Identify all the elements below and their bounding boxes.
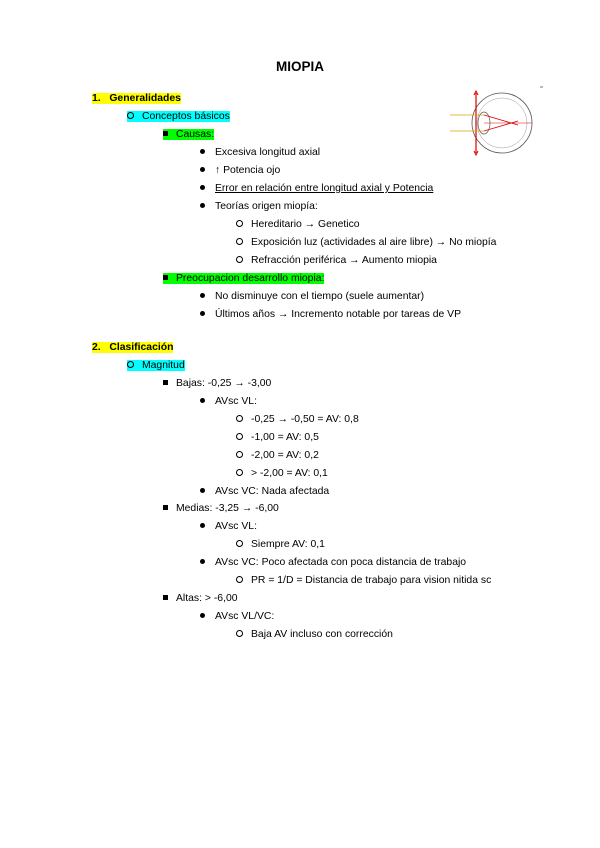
disc-bullet-icon bbox=[200, 293, 205, 298]
hollow-bullet-icon bbox=[236, 415, 243, 422]
list-item: Bajas: -0,25 → -3,00 bbox=[163, 377, 271, 390]
disc-bullet-icon bbox=[200, 149, 205, 154]
list-item: Refracción periférica → Aumento miopia bbox=[236, 254, 437, 267]
square-bullet-icon bbox=[163, 595, 168, 600]
list-item: -0,25 → -0,50 = AV: 0,8 bbox=[236, 413, 359, 426]
list-item: AVsc VL: bbox=[200, 395, 257, 408]
list-item: ↑ Potencia ojo bbox=[200, 164, 280, 177]
list-item: -2,00 = AV: 0,2 bbox=[236, 449, 319, 462]
list-item: Excesiva longitud axial bbox=[200, 146, 320, 159]
list-item: PR = 1/D = Distancia de trabajo para vision nitida sc bbox=[236, 574, 491, 587]
hollow-bullet-icon bbox=[127, 112, 134, 119]
disc-bullet-icon bbox=[200, 185, 205, 190]
list-item: No disminuye con el tiempo (suele aumentar) bbox=[200, 290, 424, 303]
list-item: Causas: bbox=[163, 128, 214, 141]
square-bullet-icon bbox=[163, 505, 168, 510]
list-item: Medias: -3,25 → -6,00 bbox=[163, 502, 279, 515]
section-number: 2. bbox=[92, 342, 101, 353]
hollow-bullet-icon bbox=[127, 361, 134, 368]
list-item: Últimos años → Incremento notable por tareas de VP bbox=[200, 308, 461, 321]
list-item: Conceptos básicos bbox=[127, 110, 230, 123]
hollow-bullet-icon bbox=[236, 256, 243, 263]
list-item: Magnitud bbox=[127, 359, 185, 372]
hollow-bullet-icon bbox=[236, 630, 243, 637]
section-number: 1. bbox=[92, 93, 101, 104]
hollow-bullet-icon bbox=[236, 220, 243, 227]
list-item: Siempre AV: 0,1 bbox=[236, 538, 325, 551]
square-bullet-icon bbox=[163, 380, 168, 385]
square-bullet-icon bbox=[163, 131, 168, 136]
hollow-bullet-icon bbox=[236, 469, 243, 476]
hollow-bullet-icon bbox=[236, 433, 243, 440]
page-title: MIOPIA bbox=[275, 59, 324, 74]
list-item: AVsc VL/VC: bbox=[200, 610, 274, 623]
section-title: Clasificación bbox=[109, 342, 174, 353]
square-bullet-icon bbox=[163, 275, 168, 280]
section-title: Generalidades bbox=[109, 93, 181, 104]
myopic-eye-diagram-icon bbox=[450, 85, 545, 160]
disc-bullet-icon bbox=[200, 559, 205, 564]
disc-bullet-icon bbox=[200, 488, 205, 493]
list-item: Exposición luz (actividades al aire libre) → No miopía bbox=[236, 236, 496, 249]
list-item: Error en relación entre longitud axial y Potencia bbox=[200, 182, 433, 195]
list-item: AVsc VC: Poco afectada con poca distancia de trabajo bbox=[200, 556, 466, 569]
section-2-heading bbox=[92, 341, 173, 354]
list-item: Baja AV incluso con corrección bbox=[236, 628, 393, 641]
disc-bullet-icon bbox=[200, 203, 205, 208]
hollow-bullet-icon bbox=[236, 451, 243, 458]
section-1-heading bbox=[92, 92, 181, 105]
list-item: AVsc VC: Nada afectada bbox=[200, 485, 329, 498]
list-item: Preocupacion desarrollo miopia: bbox=[163, 272, 324, 285]
list-item: > -2,00 = AV: 0,1 bbox=[236, 467, 328, 480]
disc-bullet-icon bbox=[200, 613, 205, 618]
list-item: Hereditario → Genetico bbox=[236, 218, 360, 231]
disc-bullet-icon bbox=[200, 398, 205, 403]
list-item: Teorías origen miopía: bbox=[200, 200, 318, 213]
disc-bullet-icon bbox=[200, 523, 205, 528]
disc-bullet-icon bbox=[200, 311, 205, 316]
disc-bullet-icon bbox=[200, 167, 205, 172]
hollow-bullet-icon bbox=[236, 540, 243, 547]
hollow-bullet-icon bbox=[236, 576, 243, 583]
list-item: Altas: > -6,00 bbox=[163, 592, 238, 605]
list-item: AVsc VL: bbox=[200, 520, 257, 533]
hollow-bullet-icon bbox=[236, 238, 243, 245]
list-item: -1,00 = AV: 0,5 bbox=[236, 431, 319, 444]
